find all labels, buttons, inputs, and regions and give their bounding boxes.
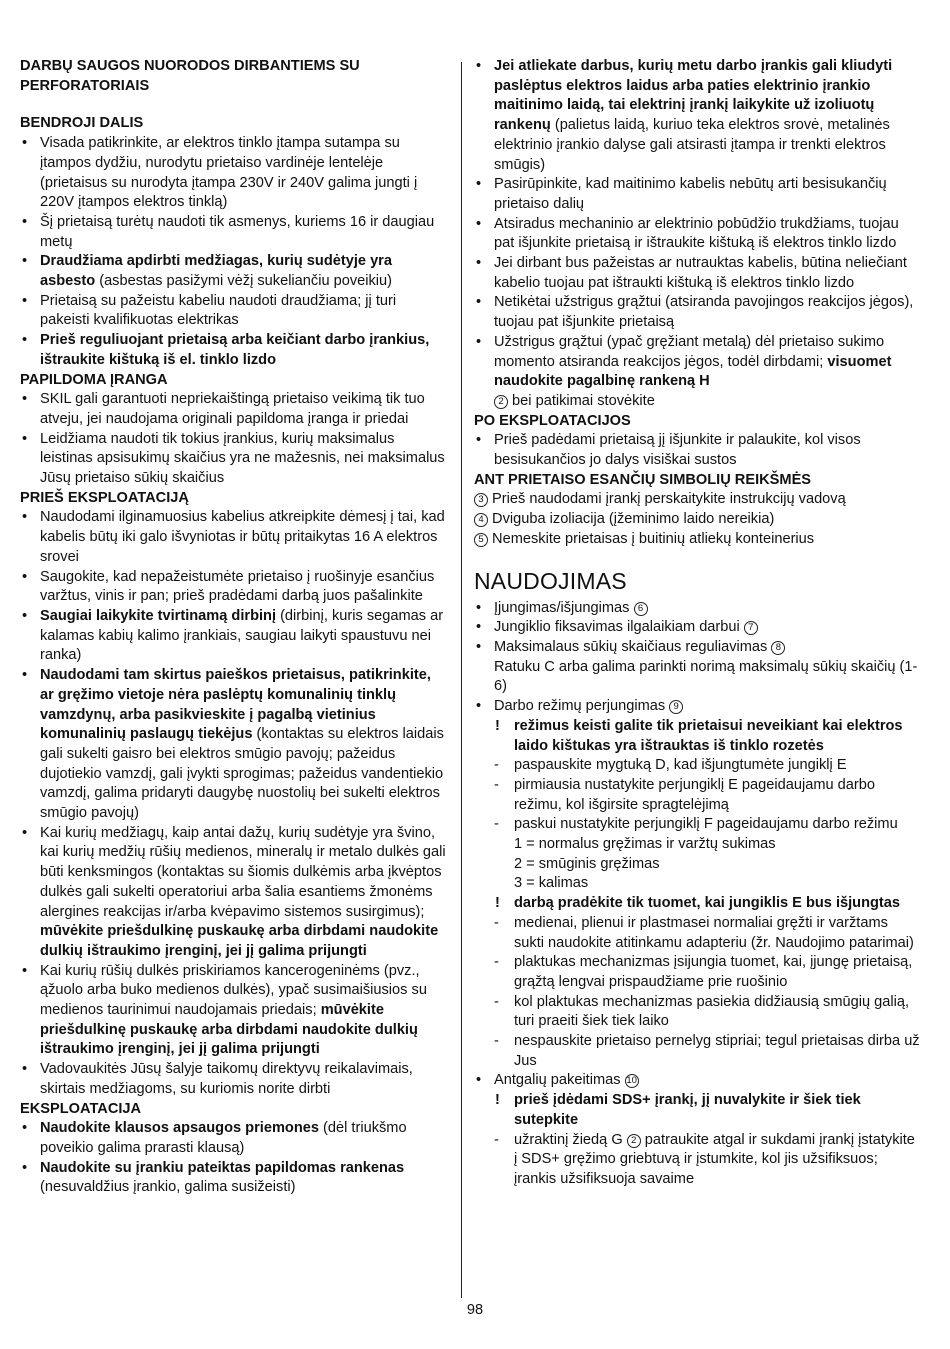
- dash-item: - nespauskite prietaiso pernelyg stipriai; tegul prietaisas dirba už Jus: [474, 1032, 920, 1071]
- list-item: • Draudžiama apdirbti medžiagas, kurių sudėtyje yra asbesto (asbestas pasižymi vėžį sukeliančiu poveikiu): [20, 252, 448, 291]
- symbol-item: 5 Nemeskite prietaisas į buitinių atliekų konteinerius: [474, 530, 920, 550]
- list-item: • Vadovaukitės Jūsų šalyje taikomų direktyvų reikalavimais, skirtais medžiagoms, su kuriomis norite dirbti: [20, 1060, 448, 1099]
- figure-ref-icon: 3: [474, 493, 488, 507]
- dash-item: - medienai, plienui ir plastmasei normaliai gręžti ir varžtams sukti naudokite atitinkamu adapteriu (žr. Naudojimo patarimai): [474, 914, 920, 953]
- list-item: • Saugokite, kad nepažeistumėte prietaiso į ruošinyje esančius varžtus, vinis ir pan; prieš pradėdami darbą juos pašalinkite: [20, 568, 448, 607]
- right-column: [474, 57, 920, 1190]
- list-item: • Kai kurių medžiagų, kaip antai dažų, kurių sudėtyje yra švino, kai kurių medžių rūšių medienos, mineralų ir metalo dulkės gali būti kenksmingos (kontaktas su šiomis dulkėmis arba įkvėptos dulkės gali sukelti operatoriui arba šalia esantiems žmonėms alergines reakcijas ir/arba kvėpavimo sistemos susirgimus); mūvėkite priešdulkinę puskaukę arba dirbdami naudokite dulkių ištraukimo įrenginį, jei jį galima prijungti: [20, 824, 448, 962]
- list-item: • Netikėtai užstrigus grąžtui (atsiranda pavojingos reakcijos jėgos), tuojau pat išjunkite prietaisą: [474, 293, 920, 332]
- list-item: • Atsiradus mechaninio ar elektrinio pobūdžio trukdžiams, tuojau pat išjunkite prietaisą ir ištraukite kištuką iš elektros tinklo lizdo: [474, 215, 920, 254]
- mode-item: 1 = normalus gręžimas ir varžtų sukimas: [514, 836, 776, 853]
- heading-general: BENDROJI DALIS: [20, 115, 144, 132]
- symbol-item: 4 Dviguba izoliacija (įžeminimo laido nereikia): [474, 510, 920, 530]
- figure-ref-icon: 2: [627, 1134, 641, 1148]
- mode-item: 2 = smūginis gręžimas: [514, 855, 660, 872]
- left-column: [20, 57, 448, 1198]
- list-item: • Naudodami ilginamuosius kabelius atkreipkite dėmesį į tai, kad kabelis būtų iki galo išvyniotas ir būtų pritaikytas 16 A elektros srovei: [20, 508, 448, 567]
- figure-ref-icon: 8: [771, 641, 785, 655]
- warning-note: ! prieš įdėdami SDS+ įrankį, jį nuvalykite ir šiek tiek sutepkite: [474, 1091, 920, 1130]
- heading-operation: EKSPLOATACIJA: [20, 1100, 142, 1117]
- list-item: • Užstrigus grąžtui (ypač gręžiant metalą) dėl prietaiso sukimo momento atsiranda reakcijos jėgos, todėl dirbdami; visuomet naudokite pagalbinę rankeną H 2 bei patikimai stovėkite: [474, 333, 920, 412]
- dash-item: - plaktukas mechanizmas įsijungia tuomet, kai, įjungę prietaisą, grąžtą lengvai prispaudžiame prie ruošinio: [474, 953, 920, 992]
- list-item: • Naudokite su įrankiu pateiktas papildomas rankenas (nesuvaldžius įrankio, galima susižeisti): [20, 1159, 448, 1198]
- list-item: • Darbo režimų perjungimas 9: [474, 697, 920, 717]
- list-item: • Prieš reguliuojant prietaisą arba keičiant darbo įrankius, ištraukite kištuką iš el. tinklo lizdo: [20, 331, 448, 370]
- figure-ref-icon: 10: [626, 1075, 637, 1087]
- list-item: • Visada patikrinkite, ar elektros tinklo įtampa sutampa su įtampos dydžiu, nurodytu prietaiso vardinėje lentelėje (prietaisus su nurodyta įtampa 230V ir 240V galima jungti į 220V įtampos elektros tinklą): [20, 134, 448, 213]
- dash-item: - paspauskite mygtuką D, kad išjungtumėte jungiklį E: [474, 756, 920, 776]
- mode-item: 3 = kalimas: [514, 875, 589, 892]
- list-item: • Prietaisą su pažeistu kabeliu naudoti draudžiama; jį turi pakeisti kvalifikuotas elektrikas: [20, 292, 448, 331]
- usage-title: NAUDOJIMAS: [474, 567, 627, 594]
- dash-item: - pirmiausia nustatykite perjungiklį E pageidaujamu darbo režimu, kol išgirsite spragtelėjimą: [474, 776, 920, 815]
- list-item: • Maksimalaus sūkių skaičiaus reguliavimas 8: [474, 638, 920, 658]
- list-item: • Jungiklio fiksavimas ilgalaikiam darbui 7: [474, 618, 920, 638]
- page-number: 98: [466, 1302, 484, 1318]
- list-item: • Šį prietaisą turėtų naudoti tik asmenys, kuriems 16 ir daugiau metų: [20, 213, 448, 252]
- figure-ref-icon: 7: [744, 621, 758, 635]
- symbol-item: 3 Prieš naudodami įrankį perskaitykite instrukcijų vadovą: [474, 490, 920, 510]
- heading-symbols: ANT PRIETAISO ESANČIŲ SIMBOLIŲ REIKŠMĖS: [474, 471, 812, 488]
- dash-item: - paskui nustatykite perjungiklį F pageidaujamu darbo režimu: [474, 815, 920, 835]
- list-item: • Prieš padėdami prietaisą jį išjunkite ir palaukite, kol visos besisukančios jo dalys visiškai sustos: [474, 431, 920, 470]
- list-subtext: Ratuku C arba galima parinkti norimą maksimalų sūkių skaičių (1-6): [494, 658, 918, 695]
- dash-item: - užraktinį žiedą G 2 patraukite atgal ir sukdami įrankį įstatykite į SDS+ gręžimo griebtuvą ir įstumkite, kol jis užsifiksuos; įrankis užsifiksuoja savaime: [474, 1131, 920, 1190]
- figure-ref-icon: 4: [474, 513, 488, 527]
- list-item: • Kai kurių rūšių dulkės priskiriamos kancerogeninėms (pvz., ąžuolo arba buko medienos dulkės), ypač susimaišiusios su medienos taurinimui naudojamais priedais; mūvėkite priešdulkinę puskaukę arba dirbdami naudokite dulkių ištraukimo įrenginį, jei jį galima prijungti: [20, 962, 448, 1061]
- list-item: • Leidžiama naudoti tik tokius įrankius, kurių maksimalus leistinas apsisukimų skaičius yra ne mažesnis, nei maksimalus Jūsų prietaiso sūkių skaičius: [20, 430, 448, 489]
- list-item: • Naudokite klausos apsaugos priemones (dėl triukšmo poveikio galima prarasti klausą): [20, 1119, 448, 1158]
- section-title: DARBŲ SAUGOS NUORODOS DIRBANTIEMS SU PERFORATORIAIS: [20, 58, 360, 94]
- list-item: • Jei atliekate darbus, kurių metu darbo įrankis gali kliudyti paslėptus elektros laidus arba paties elektrinio įrankio maitinimo laidą, tai elektrinį įrankį laikykite už izoliuotų rankenų (palietus laidą, kuriuo teka elektros srovė, metalinės elektrinio įrankio dalyse gali atsirasti įtampa ir trenkti elektros smūgis): [474, 57, 920, 175]
- warning-note: ! darbą pradėkite tik tuomet, kai jungiklis E bus išjungtas: [474, 894, 920, 914]
- list-item: • Saugiai laikykite tvirtinamą dirbinį (dirbinį, kuris segamas ar kalamas kabių kalimo įrankiais, saugiau laikyti spaustuvu nei ranka): [20, 607, 448, 666]
- list-item: • Pasirūpinkite, kad maitinimo kabelis nebūtų arti besisukančių prietaiso dalių: [474, 175, 920, 214]
- figure-ref-icon: 6: [634, 602, 648, 616]
- heading-after-use: PO EKSPLOATACIJOS: [474, 412, 631, 429]
- list-item: • Naudodami tam skirtus paieškos prietaisus, patikrinkite, ar gręžimo vietoje nėra paslėptų komunalinių tinklų vamzdynų, arba pasikvieskite į pagalbą vietinius komunalinių paslaugų tiekėjus (kontaktas su elektros laidais gali sukelti gaisro bei elektros smūgio pavojų; pažeidus dujotiekio vamzdį, gali įvykti sprogimas; pažeidus vandentiekio vamzdį, galima pridaryti daugybę nuostolių bei sukelti elektros smūgio pavojų): [20, 666, 448, 824]
- figure-ref-icon: 9: [669, 700, 683, 714]
- list-item: • Įjungimas/išjungimas 6: [474, 599, 920, 619]
- heading-accessories: PAPILDOMA ĮRANGA: [20, 371, 168, 388]
- column-divider: [461, 62, 462, 1298]
- list-item: • Antgalių pakeitimas 10: [474, 1071, 920, 1091]
- figure-ref-icon: 5: [474, 533, 488, 547]
- list-item: • SKIL gali garantuoti nepriekaištingą prietaiso veikimą tik tuo atveju, jei naudojama originali papildoma įranga ir priedai: [20, 390, 448, 429]
- dash-item: - kol plaktukas mechanizmas pasiekia didžiausią smūgių galią, turi praeiti šiek tiek laiko: [474, 993, 920, 1032]
- heading-before-use: PRIEŠ EKSPLOATACIJĄ: [20, 489, 189, 506]
- list-item: • Jei dirbant bus pažeistas ar nutrauktas kabelis, būtina neliečiant kabelio tuojau pat ištraukti kištuką iš elektros tinklo lizdo: [474, 254, 920, 293]
- warning-note: ! režimus keisti galite tik prietaisui neveikiant kai elektros laido kištukas yra ištrauktas iš tinklo rozetės: [474, 717, 920, 756]
- figure-ref-icon: 2: [494, 395, 508, 409]
